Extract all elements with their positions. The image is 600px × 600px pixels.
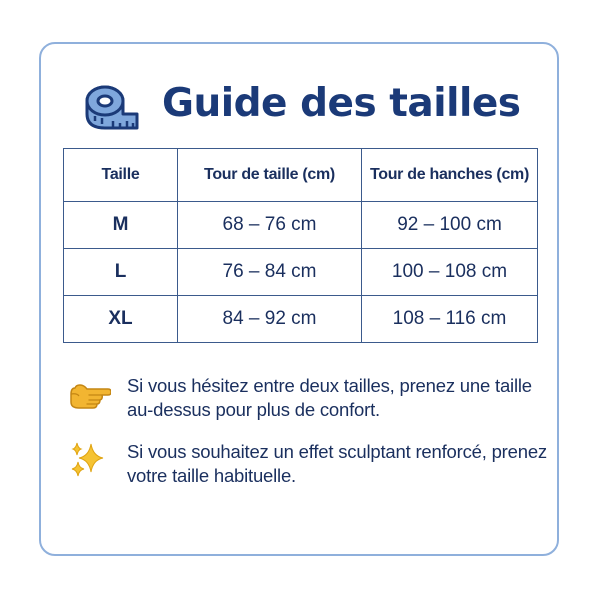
tip-text: Si vous souhaitez un effet sculptant renforcé, prenez votre taille habituelle. bbox=[127, 441, 547, 486]
waist-cell: 68 – 76 cm bbox=[178, 202, 362, 249]
size-cell: XL bbox=[64, 296, 178, 343]
header bbox=[41, 74, 561, 140]
tip-upsize bbox=[63, 374, 543, 428]
tip-sculpting bbox=[63, 440, 547, 494]
pointing-hand-icon bbox=[67, 374, 111, 414]
tip-text: Si vous hésitez entre deux tailles, prenez une taille au-dessus pour plus de confort. bbox=[127, 375, 532, 420]
measuring-tape-icon bbox=[83, 76, 141, 134]
hips-cell: 108 – 116 cm bbox=[362, 296, 538, 343]
table-row bbox=[64, 296, 538, 343]
column-header-size: Taille bbox=[64, 149, 178, 202]
table-row bbox=[64, 249, 538, 296]
waist-cell: 76 – 84 cm bbox=[178, 249, 362, 296]
table-row bbox=[64, 202, 538, 249]
size-cell: M bbox=[64, 202, 178, 249]
hips-cell: 100 – 108 cm bbox=[362, 249, 538, 296]
waist-cell: 84 – 92 cm bbox=[178, 296, 362, 343]
column-header-hips: Tour de hanches (cm) bbox=[362, 149, 538, 202]
sparkles-icon bbox=[67, 440, 111, 480]
size-cell: L bbox=[64, 249, 178, 296]
size-guide-card bbox=[39, 42, 559, 556]
table-header-row bbox=[64, 149, 538, 202]
column-header-waist: Tour de taille (cm) bbox=[178, 149, 362, 202]
hips-cell: 92 – 100 cm bbox=[362, 202, 538, 249]
size-table bbox=[63, 148, 538, 343]
page-title: Guide des tailles bbox=[162, 81, 521, 126]
